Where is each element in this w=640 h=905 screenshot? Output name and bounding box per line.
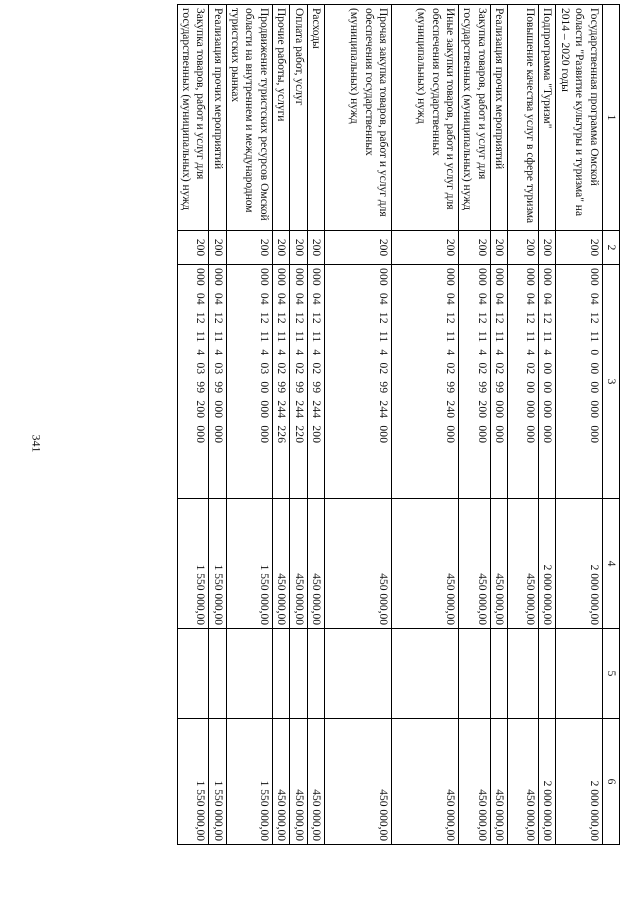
- row-code-cell: 000 04 12 11 4 03 00 000 000: [226, 265, 272, 499]
- row-col5-cell: [539, 629, 556, 719]
- row-col5-cell: [325, 629, 392, 719]
- row-col2-cell: 200: [209, 231, 226, 265]
- row-col5-cell: [272, 629, 289, 719]
- row-name-cell: Повышение качества услуг в сфере туризма: [508, 5, 539, 231]
- row-col4-cell: 1 550 000,00: [177, 499, 209, 629]
- row-col2-cell: 200: [290, 231, 307, 265]
- table-row: [290, 5, 307, 845]
- row-col6-cell: 450 000,00: [508, 719, 539, 845]
- table-row: [459, 5, 491, 845]
- row-name-cell: Прочая закупка товаров, работ и услуг для обеспечения государственных (муниципальных) нужд: [325, 5, 392, 231]
- row-col2-cell: 200: [392, 231, 459, 265]
- row-name-cell: Закупка товаров, работ и услуг для государственных (муниципальных) нужд: [459, 5, 491, 231]
- row-col6-cell: 1 550 000,00: [226, 719, 272, 845]
- row-name-cell: Расходы: [307, 5, 324, 231]
- row-col4-cell: 450 000,00: [290, 499, 307, 629]
- row-col6-cell: 450 000,00: [392, 719, 459, 845]
- row-code-cell: 000 04 12 11 4 02 99 244 000: [325, 265, 392, 499]
- row-name-cell: Оплата работ, услуг: [290, 5, 307, 231]
- table-row: [556, 5, 602, 845]
- row-col4-cell: 1 550 000,00: [226, 499, 272, 629]
- row-code-cell: 000 04 12 11 4 02 99 240 000: [392, 265, 459, 499]
- row-col6-cell: 450 000,00: [290, 719, 307, 845]
- row-name-cell: Прочие работы, услуги: [272, 5, 289, 231]
- table-row: [508, 5, 539, 845]
- row-name-cell: Иные закупки товаров, работ и услуг для обеспечения государственных (муниципальных) нужд: [392, 5, 459, 231]
- row-col6-cell: 450 000,00: [325, 719, 392, 845]
- row-col2-cell: 200: [539, 231, 556, 265]
- row-col2-cell: 200: [177, 231, 209, 265]
- row-col2-cell: 200: [459, 231, 491, 265]
- col-header: 1: [602, 5, 619, 231]
- row-col6-cell: 450 000,00: [272, 719, 289, 845]
- row-code-cell: 000 04 12 11 4 03 99 200 000: [177, 265, 209, 499]
- table-row: [307, 5, 324, 845]
- page-number: 341: [29, 434, 44, 453]
- row-col5-cell: [490, 629, 507, 719]
- rotated-table-wrapper: [60, 4, 620, 844]
- row-col2-cell: 200: [508, 231, 539, 265]
- col-header: 6: [602, 719, 619, 845]
- row-col6-cell: 1 550 000,00: [177, 719, 209, 845]
- row-col6-cell: 2 000 000,00: [539, 719, 556, 845]
- row-code-cell: 000 04 12 11 4 02 99 244 226: [272, 265, 289, 499]
- row-code-cell: 000 04 12 11 4 02 99 244 220: [290, 265, 307, 499]
- row-code-cell: 000 04 12 11 4 02 00 000 000: [508, 265, 539, 499]
- table-row: [490, 5, 507, 845]
- row-col4-cell: 450 000,00: [508, 499, 539, 629]
- table-row: [392, 5, 459, 845]
- row-col2-cell: 200: [490, 231, 507, 265]
- row-col5-cell: [392, 629, 459, 719]
- row-col4-cell: 450 000,00: [325, 499, 392, 629]
- table-row: [226, 5, 272, 845]
- row-code-cell: 000 04 12 11 4 02 99 200 000: [459, 265, 491, 499]
- row-name-cell: Продвижение туристских ресурсов Омской области на внутреннем и международном туристских рынках: [226, 5, 272, 231]
- row-code-cell: 000 04 12 11 4 02 99 000 000: [490, 265, 507, 499]
- table-row: [539, 5, 556, 845]
- row-col5-cell: [226, 629, 272, 719]
- row-col4-cell: 450 000,00: [272, 499, 289, 629]
- table-row: [272, 5, 289, 845]
- row-col4-cell: 450 000,00: [459, 499, 491, 629]
- row-col5-cell: [459, 629, 491, 719]
- row-col5-cell: [508, 629, 539, 719]
- row-col5-cell: [556, 629, 602, 719]
- row-code-cell: 000 04 12 11 0 00 00 000 000: [556, 265, 602, 499]
- row-col6-cell: 2 000 000,00: [556, 719, 602, 845]
- row-col4-cell: 450 000,00: [392, 499, 459, 629]
- col-header: 3: [602, 265, 619, 499]
- row-name-cell: Реализация прочих мероприятий: [490, 5, 507, 231]
- row-name-cell: Закупка товаров, работ и услуг для государственных (муниципальных) нужд: [177, 5, 209, 231]
- row-col2-cell: 200: [272, 231, 289, 265]
- table-row: [177, 5, 209, 845]
- row-name-cell: Реализация прочих мероприятий: [209, 5, 226, 231]
- row-col4-cell: 2 000 000,00: [539, 499, 556, 629]
- col-header: 5: [602, 629, 619, 719]
- row-code-cell: 000 04 12 11 4 00 00 000 000: [539, 265, 556, 499]
- row-col6-cell: 450 000,00: [459, 719, 491, 845]
- col-header: 4: [602, 499, 619, 629]
- row-name-cell: Государственная программа Омской области "Развитие культуры и туризма" на 2014 – 2020 годы: [556, 5, 602, 231]
- row-col5-cell: [177, 629, 209, 719]
- row-col2-cell: 200: [325, 231, 392, 265]
- row-col5-cell: [290, 629, 307, 719]
- row-col6-cell: 450 000,00: [307, 719, 324, 845]
- row-col6-cell: 1 550 000,00: [209, 719, 226, 845]
- row-code-cell: 000 04 12 11 4 02 99 244 200: [307, 265, 324, 499]
- table-header-row: [602, 5, 619, 845]
- row-col2-cell: 200: [226, 231, 272, 265]
- row-col6-cell: 450 000,00: [490, 719, 507, 845]
- row-col4-cell: 450 000,00: [307, 499, 324, 629]
- row-col5-cell: [209, 629, 226, 719]
- table-row: [209, 5, 226, 845]
- row-col5-cell: [307, 629, 324, 719]
- row-col4-cell: 450 000,00: [490, 499, 507, 629]
- row-col2-cell: 200: [307, 231, 324, 265]
- col-header: 2: [602, 231, 619, 265]
- table-row: [325, 5, 392, 845]
- budget-table: [177, 4, 620, 845]
- row-col4-cell: 1 550 000,00: [209, 499, 226, 629]
- row-col4-cell: 2 000 000,00: [556, 499, 602, 629]
- row-col2-cell: 200: [556, 231, 602, 265]
- row-code-cell: 000 04 12 11 4 03 99 000 000: [209, 265, 226, 499]
- row-name-cell: Подпрограмма "Туризм": [539, 5, 556, 231]
